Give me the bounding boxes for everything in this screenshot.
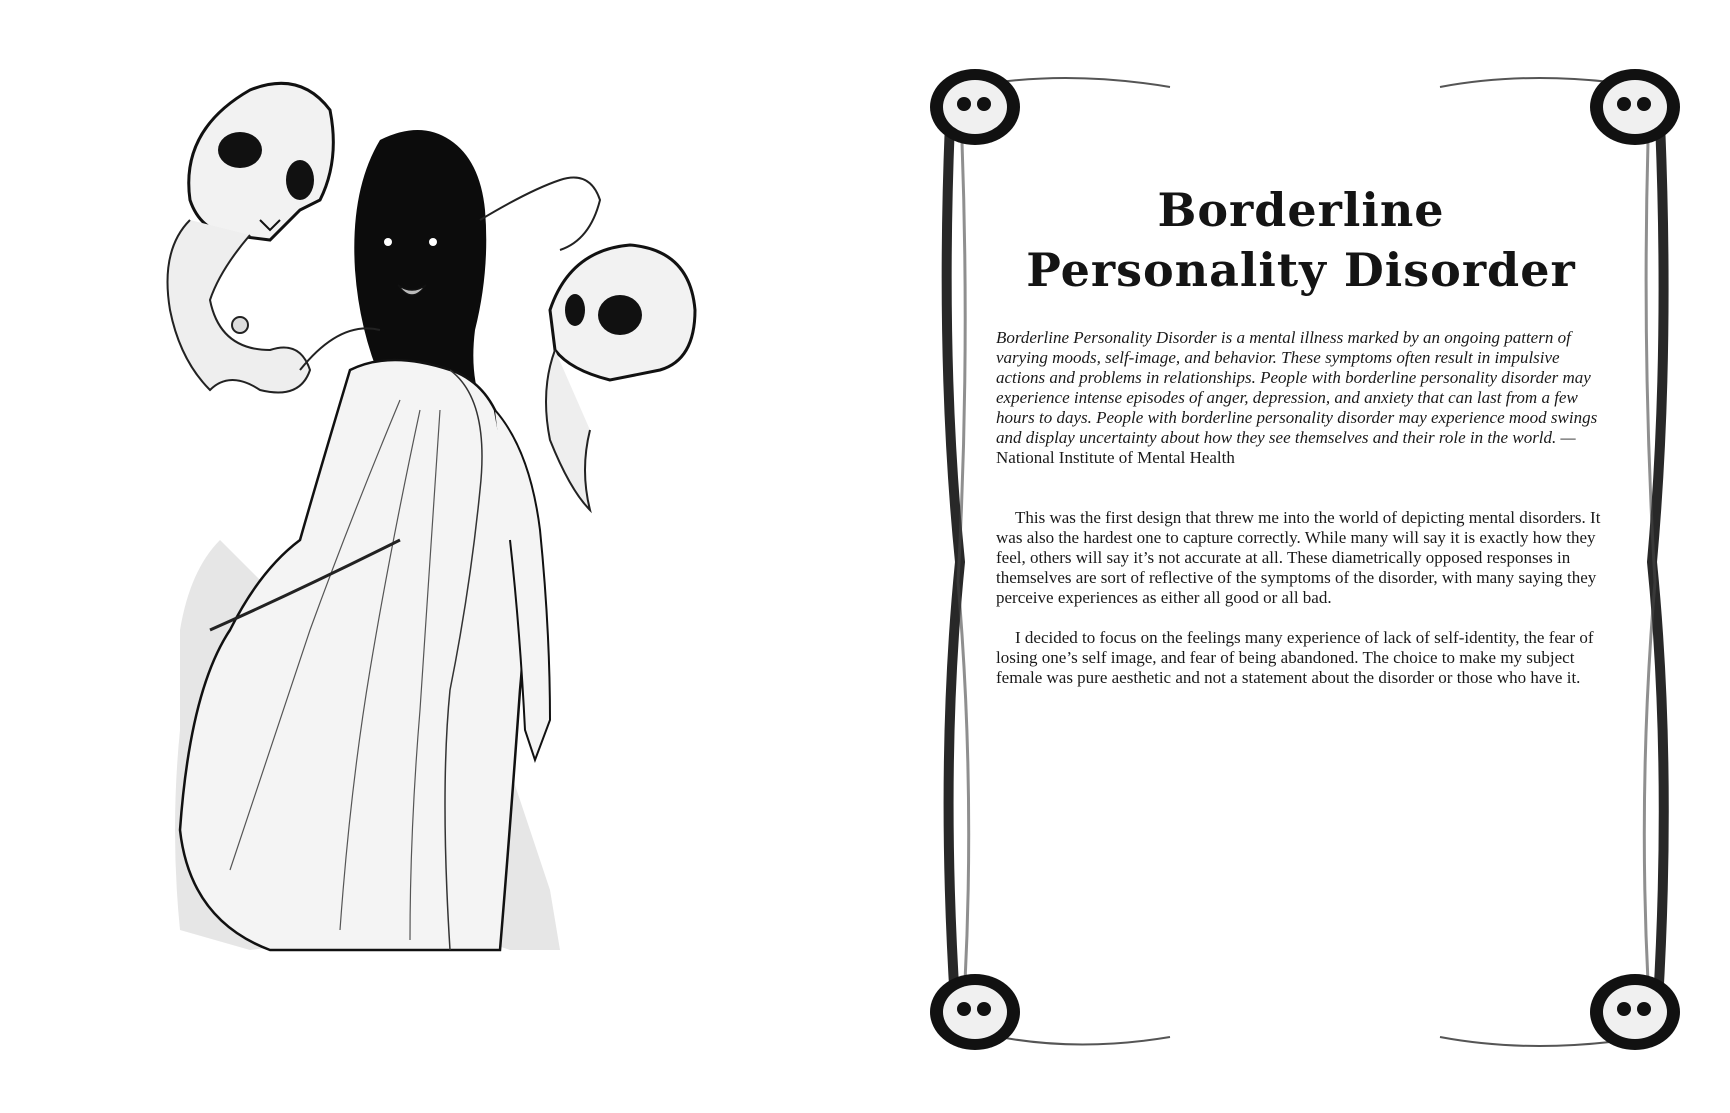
skull-right-icon (546, 245, 695, 510)
page-title (996, 180, 1606, 300)
body-paragraph-2: I decided to focus on the feelings many experience of lack of self-identity, the fear of losing one’s self image, and fear of being abandoned. The choice to make my subject female was pure aesthetic and not a statement about the disorder or those who have it. (996, 628, 1594, 687)
title-line-2: Personality Disorder (1026, 243, 1576, 297)
illustration-woman-with-skulls (150, 70, 790, 1060)
quote-block (996, 328, 1606, 468)
skull-upper-left-icon (168, 83, 334, 392)
corner-skull-top-left-icon (930, 69, 1020, 145)
corner-skull-top-right-icon (1590, 69, 1680, 145)
page-content (996, 180, 1606, 688)
quote-attribution: National Institute of Mental Health (996, 448, 1235, 467)
title-line-1: Borderline (1157, 183, 1445, 237)
quote-text: Borderline Personality Disorder is a mental illness marked by an ongoing pattern of varying moods, self-image, and behavior. These symptoms often result in impulsive actions and problems in relationships. People with borderline personality disorder may experience intense episodes of anger, depression, and anxiety that can last from a few hours to days. People with borderline personality disorder may experience mood swings and display uncertainty about how they see themselves and their role in the world. — (996, 328, 1598, 447)
corner-skull-bottom-left-icon (930, 974, 1020, 1050)
corner-skull-bottom-right-icon (1590, 974, 1680, 1050)
body-paragraph-1: This was the first design that threw me into the world of depicting mental disorders. It was also the hardest one to capture correctly. While many will say it is exactly how they feel, others will say it’s not accurate at all. These diametrically opposed responses in themselves are sort of reflective of the symptoms of the disorder, with many saying they perceive experiences as either all good or all bad. (996, 508, 1601, 607)
